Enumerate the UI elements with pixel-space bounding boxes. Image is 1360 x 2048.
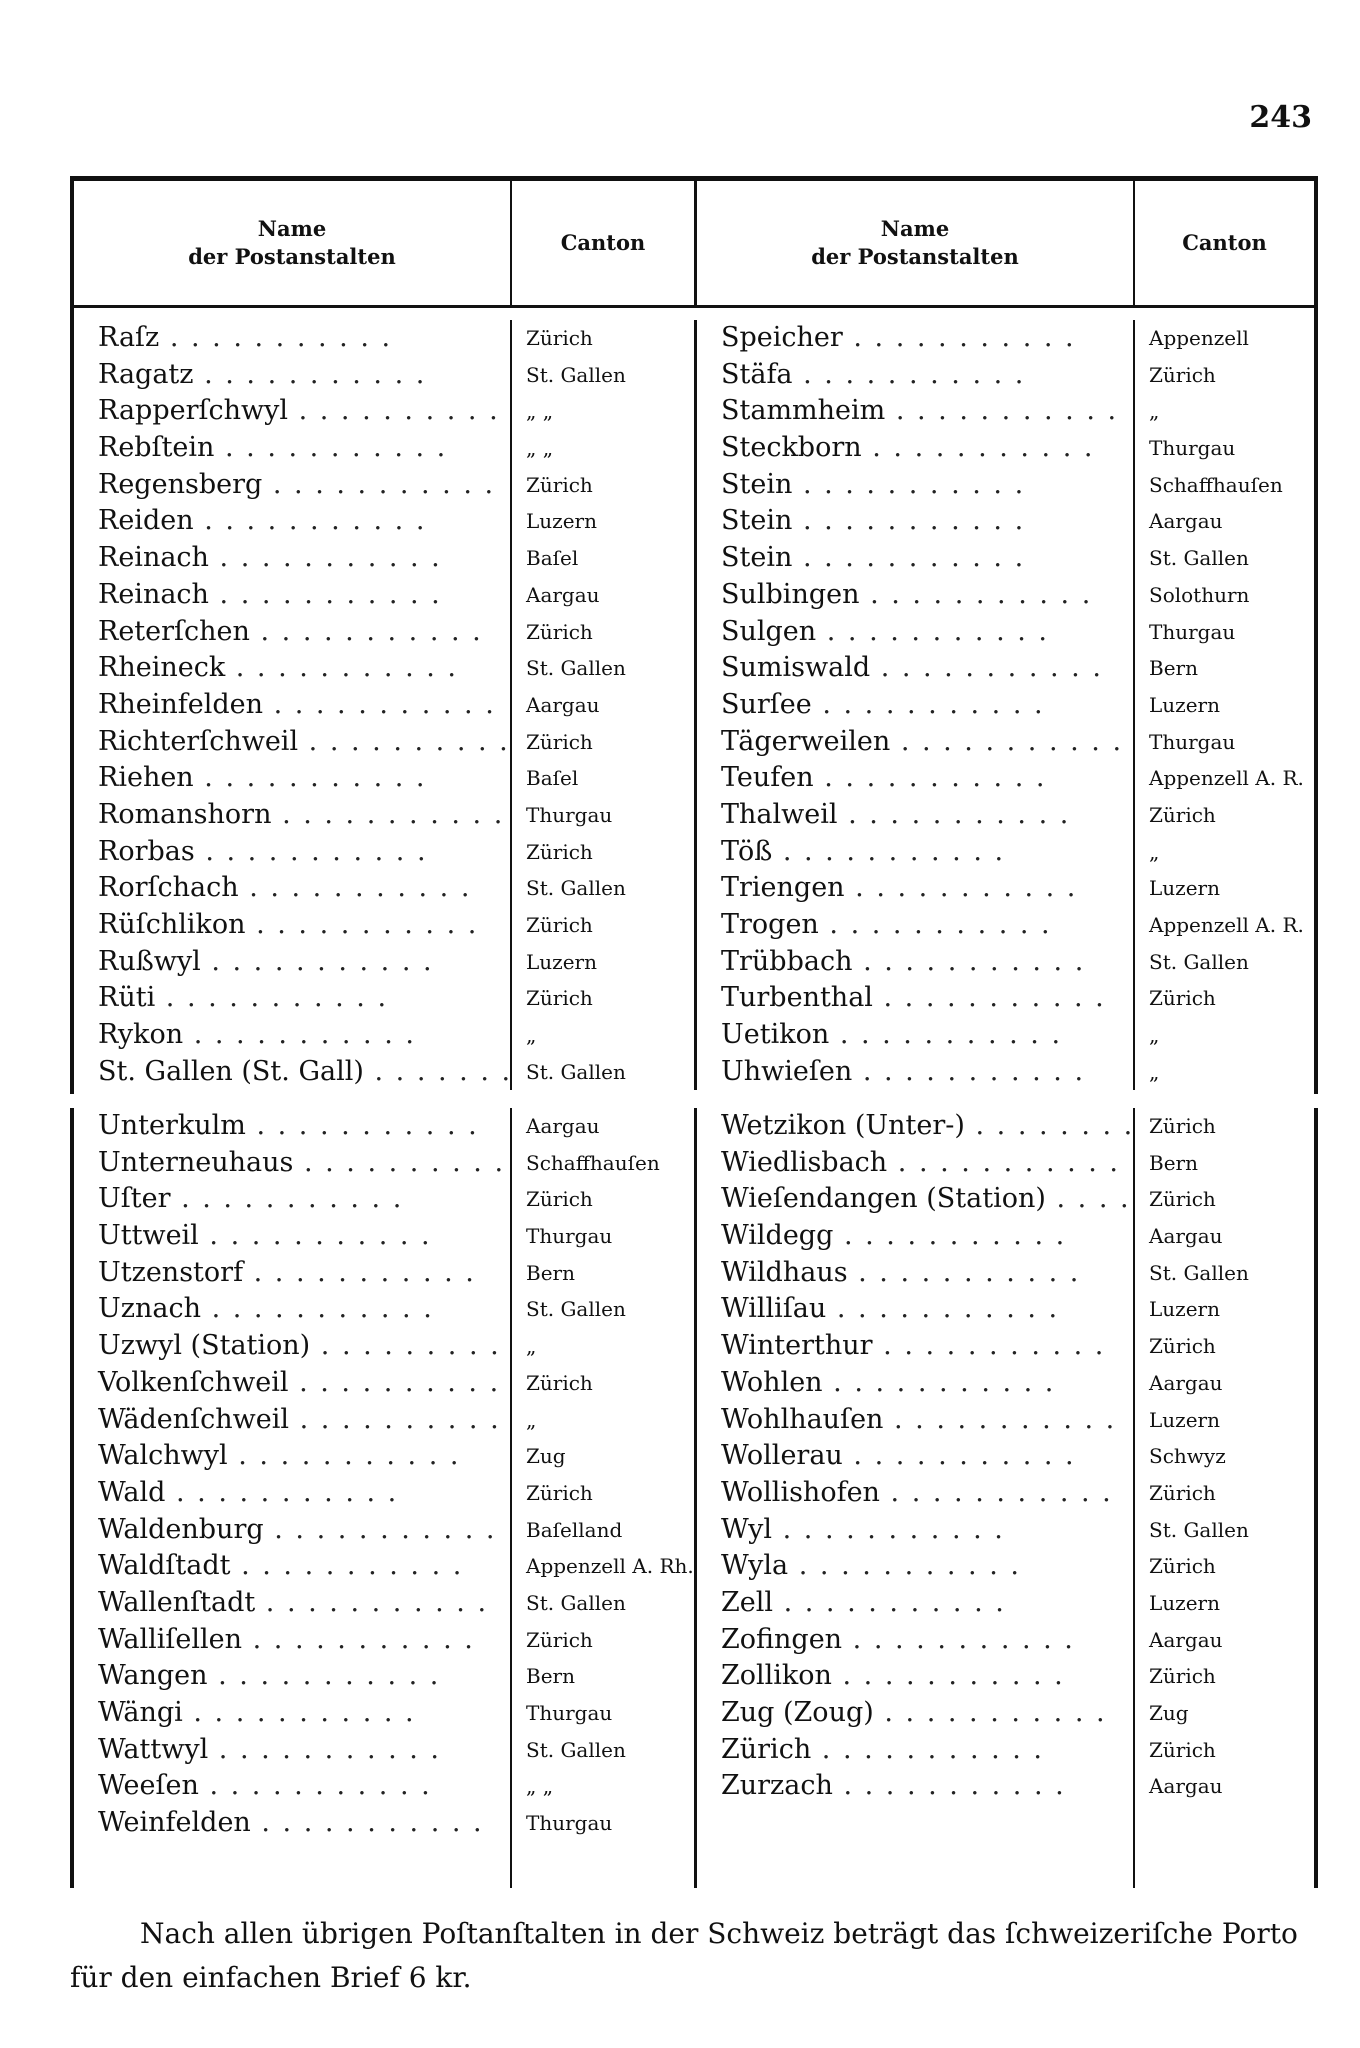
post-office-name: Rorſchach . .	[74, 870, 510, 907]
post-office-name: Uzwyl (Station) . .	[74, 1328, 510, 1365]
post-office-name: Rapperſchwyl . .	[74, 393, 510, 430]
post-office-name: Wiedlisbach . .	[697, 1145, 1133, 1182]
post-office-name: Wildegg . .	[697, 1218, 1133, 1255]
post-office-name: Uſter . .	[74, 1181, 510, 1218]
post-office-name: Rheinfelden . .	[74, 687, 510, 724]
post-office-name: Zurzach . .	[697, 1768, 1133, 1805]
post-office-name: Rorbas . .	[74, 834, 510, 871]
canton-cell: Zürich	[526, 326, 593, 350]
canton-cell: Thurgau	[1149, 436, 1236, 461]
canton-cell: Luzern	[1149, 1590, 1220, 1615]
post-office-name: Wangen . .	[74, 1658, 510, 1695]
canton-cell: Aargau	[1149, 509, 1223, 534]
post-office-name: Wollishofen . .	[697, 1475, 1133, 1512]
post-office-name: Riehen . .	[74, 760, 510, 797]
footer-line-1: Nach allen übrigen Poſtanſtalten in der Schweiz beträgt das ſchweizeriſche Porto	[140, 1917, 1298, 1950]
post-office-name: Unterneuhaus . .	[74, 1145, 510, 1182]
canton-cell: Baſelland	[526, 1517, 623, 1542]
header-name	[74, 181, 512, 305]
post-office-name: Weinfelden . .	[74, 1805, 510, 1842]
post-office-name: Tägerweilen . .	[697, 724, 1133, 761]
post-office-name: Walliſellen . .	[74, 1622, 510, 1659]
canton-cell: Zürich	[1149, 1664, 1216, 1689]
post-office-name: Speicher . .	[697, 320, 1133, 357]
canton-cell: „	[1149, 399, 1160, 424]
column-right-cantons-lower	[1135, 1108, 1314, 1888]
post-office-name: Wohlhauſen . .	[697, 1402, 1133, 1439]
column-right-names	[697, 320, 1135, 1090]
canton-cell: Luzern	[1149, 876, 1220, 901]
canton-cell: Baſel	[526, 546, 579, 571]
canton-cell: St. Gallen	[526, 656, 626, 681]
canton-cell: Aargau	[1149, 1224, 1223, 1249]
column-left-names	[74, 320, 512, 1090]
canton-cell: St. Gallen	[526, 1737, 626, 1762]
canton-cell: Aargau	[1149, 1774, 1223, 1799]
canton-cell: Appenzell A. R.	[1149, 766, 1304, 791]
post-office-name: Wädenſchweil . .	[74, 1402, 510, 1439]
post-office-name: Zürich . .	[697, 1732, 1133, 1769]
post-office-name: Sulgen . .	[697, 614, 1133, 651]
canton-cell: St. Gallen	[526, 876, 626, 901]
canton-cell: Zürich	[1149, 1737, 1216, 1762]
canton-cell: Appenzell A. Rh.	[526, 1554, 694, 1579]
canton-cell: Zürich	[526, 913, 593, 937]
post-office-name: Stäfa . .	[697, 357, 1133, 394]
post-office-name: Reinach . .	[74, 577, 510, 614]
post-office-name: Uttweil . .	[74, 1218, 510, 1255]
canton-cell: Bern	[526, 1260, 575, 1285]
post-office-name: St. Gallen (St. Gall) . .	[74, 1054, 510, 1091]
post-office-name: Rheineck . .	[74, 650, 510, 687]
post-office-name: Wyl . .	[697, 1512, 1133, 1549]
canton-cell: Luzern	[526, 509, 597, 534]
canton-cell: Schaffhauſen	[1149, 472, 1283, 497]
post-office-name: Wohlen . .	[697, 1365, 1133, 1402]
post-office-name: Sulbingen . .	[697, 577, 1133, 614]
header-name-right-line1: Name	[880, 215, 950, 241]
canton-cell: Luzern	[1149, 1407, 1220, 1432]
canton-cell: Zürich	[526, 729, 593, 754]
post-office-name: Waldenburg . .	[74, 1512, 510, 1549]
post-office-name: Triengen . .	[697, 870, 1133, 907]
column-right-cantons	[1135, 320, 1314, 1090]
canton-cell: Thurgau	[526, 1811, 613, 1836]
canton-cell: Bern	[1149, 1150, 1198, 1175]
post-office-name: Unterkulm . .	[74, 1108, 510, 1145]
post-office-name: Wildhaus . .	[697, 1255, 1133, 1292]
header-canton: Canton	[512, 181, 697, 305]
canton-cell: Zürich	[526, 1627, 593, 1652]
canton-cell: „	[526, 1023, 537, 1048]
post-office-name: Raſz . .	[74, 320, 510, 357]
column-left-cantons	[512, 320, 697, 1090]
post-office-name: Reinach . .	[74, 540, 510, 577]
canton-cell: Zürich	[526, 472, 593, 497]
canton-cell: Zug	[526, 1444, 566, 1469]
canton-cell: „ „	[526, 436, 554, 461]
canton-cell: „	[1149, 1023, 1160, 1048]
canton-cell: St. Gallen	[526, 1297, 626, 1322]
table-header	[74, 181, 1314, 308]
post-office-name: Wollerau . .	[697, 1438, 1133, 1475]
canton-cell: Baſel	[526, 766, 579, 791]
canton-cell: Thurgau	[526, 1224, 613, 1249]
post-office-name: Utzenstorf . .	[74, 1255, 510, 1292]
post-office-table-lower	[70, 1108, 1318, 1888]
post-office-name: Uhwieſen . .	[697, 1054, 1133, 1091]
canton-cell: „	[1149, 839, 1160, 864]
canton-cell: Zürich	[1149, 802, 1216, 827]
canton-cell: Bern	[526, 1664, 575, 1689]
post-office-name: Töß . .	[697, 834, 1133, 871]
canton-cell: St. Gallen	[1149, 949, 1249, 974]
post-office-name: Weeſen . .	[74, 1768, 510, 1805]
post-office-name: Reterſchen . .	[74, 614, 510, 651]
post-office-name: Waldſtadt . .	[74, 1548, 510, 1585]
canton-cell: Zürich	[526, 1480, 593, 1505]
post-office-name: Rebſtein . .	[74, 430, 510, 467]
canton-cell: Schaffhauſen	[526, 1150, 660, 1175]
canton-cell: Solothurn	[1149, 582, 1250, 607]
post-office-name: Trübbach . .	[697, 944, 1133, 981]
post-office-name: Thalweil . .	[697, 797, 1133, 834]
canton-cell: Aargau	[526, 1114, 600, 1138]
canton-cell: Thurgau	[526, 802, 613, 827]
canton-cell: Aargau	[1149, 1627, 1223, 1652]
post-office-name: Regensberg . .	[74, 467, 510, 504]
page-number: 243	[1249, 100, 1312, 135]
canton-cell: Thurgau	[526, 1701, 613, 1725]
canton-cell: Appenzell	[1149, 326, 1249, 350]
canton-cell: St. Gallen	[526, 1059, 626, 1084]
header-name-right-line2: der Postanstalten	[811, 244, 1019, 269]
canton-cell: „ „	[526, 399, 554, 424]
post-office-table-upper	[70, 176, 1318, 1094]
post-office-name: Zug (Zoug) . .	[697, 1695, 1133, 1732]
header-name-right	[697, 181, 1135, 305]
canton-cell: Luzern	[1149, 692, 1220, 717]
post-office-name: Rüti . .	[74, 980, 510, 1017]
post-office-name: Wald . .	[74, 1475, 510, 1512]
column-right-names-lower	[697, 1108, 1135, 1888]
canton-cell: St. Gallen	[1149, 1260, 1249, 1285]
footer-note	[70, 1912, 1310, 2000]
post-office-name: Williſau . .	[697, 1291, 1133, 1328]
canton-cell: Thurgau	[1149, 619, 1236, 644]
canton-cell: „	[526, 1407, 537, 1432]
canton-cell: Schwyz	[1149, 1444, 1226, 1469]
canton-cell: Zürich	[1149, 986, 1216, 1011]
canton-cell: Luzern	[526, 949, 597, 974]
canton-cell: St. Gallen	[1149, 1517, 1249, 1542]
canton-cell: Aargau	[526, 582, 600, 607]
post-office-name: Wallenſtadt . .	[74, 1585, 510, 1622]
canton-cell: Aargau	[526, 692, 600, 717]
table-body-lower	[74, 1108, 1314, 1888]
post-office-name: Romanshorn . .	[74, 797, 510, 834]
canton-cell: Thurgau	[1149, 729, 1236, 754]
post-office-name: Steckborn . .	[697, 430, 1133, 467]
post-office-name: Wängi . .	[74, 1695, 510, 1732]
post-office-name: Rüſchlikon . .	[74, 907, 510, 944]
post-office-name: Volkenſchweil . .	[74, 1365, 510, 1402]
post-office-name: Richterſchweil . .	[74, 724, 510, 761]
canton-cell: „	[526, 1334, 537, 1359]
post-office-name: Reiden . .	[74, 503, 510, 540]
canton-cell: Zürich	[526, 619, 593, 644]
canton-cell: Zürich	[526, 839, 593, 864]
canton-cell: Zürich	[526, 1187, 593, 1212]
table-body-upper	[74, 308, 1314, 1094]
canton-cell: St. Gallen	[526, 362, 626, 387]
header-name-line1: Name	[257, 215, 327, 241]
canton-cell: Zürich	[1149, 1554, 1216, 1579]
post-office-name: Turbenthal . .	[697, 980, 1133, 1017]
post-office-name: Wattwyl . .	[74, 1732, 510, 1769]
post-office-name: Uetikon . .	[697, 1017, 1133, 1054]
post-office-name: Stein . .	[697, 467, 1133, 504]
post-office-name: Rykon . .	[74, 1017, 510, 1054]
canton-cell: St. Gallen	[526, 1590, 626, 1615]
canton-cell: Zürich	[1149, 1334, 1216, 1359]
canton-cell: Zürich	[526, 1370, 593, 1395]
column-left-names-lower	[74, 1108, 512, 1888]
post-office-name: Stein . .	[697, 540, 1133, 577]
post-office-name: Zell . .	[697, 1585, 1133, 1622]
post-office-name: Zollikon . .	[697, 1658, 1133, 1695]
post-office-name: Zofingen . .	[697, 1622, 1133, 1659]
post-office-name: Surſee . .	[697, 687, 1133, 724]
post-office-name: Wetzikon (Unter-) . .	[697, 1108, 1133, 1145]
canton-cell: Zürich	[1149, 362, 1216, 387]
canton-cell: Zürich	[1149, 1480, 1216, 1505]
header-canton-right: Canton	[1182, 229, 1267, 255]
post-office-name: Rußwyl . .	[74, 944, 510, 981]
post-office-name: Uznach . .	[74, 1291, 510, 1328]
canton-cell: Appenzell A. R.	[1149, 913, 1304, 937]
post-office-name: Walchwyl . .	[74, 1438, 510, 1475]
footer-line-2: für den einfachen Brief 6 kr.	[70, 1961, 472, 1994]
column-left-cantons-lower	[512, 1108, 697, 1888]
header-name-line2: der Postanstalten	[188, 244, 396, 269]
canton-cell: Zürich	[526, 986, 593, 1011]
canton-cell: Zürich	[1149, 1187, 1216, 1212]
post-office-name: Wieſendangen (Station) . .	[697, 1181, 1133, 1218]
canton-cell: Aargau	[1149, 1370, 1223, 1395]
canton-cell: Bern	[1149, 656, 1198, 681]
canton-cell: „ „	[526, 1774, 554, 1799]
post-office-name: Stammheim . .	[697, 393, 1133, 430]
canton-cell: Zug	[1149, 1701, 1189, 1725]
post-office-name: Ragatz . .	[74, 357, 510, 394]
canton-cell: „	[1149, 1059, 1160, 1084]
post-office-name: Winterthur . .	[697, 1328, 1133, 1365]
post-office-name: Stein . .	[697, 503, 1133, 540]
post-office-name: Teufen . .	[697, 760, 1133, 797]
post-office-name: Trogen . .	[697, 907, 1133, 944]
canton-cell: Zürich	[1149, 1114, 1216, 1138]
post-office-name: Wyla . .	[697, 1548, 1133, 1585]
canton-cell: St. Gallen	[1149, 546, 1249, 571]
canton-cell: Luzern	[1149, 1297, 1220, 1322]
post-office-name: Sumiswald . .	[697, 650, 1133, 687]
